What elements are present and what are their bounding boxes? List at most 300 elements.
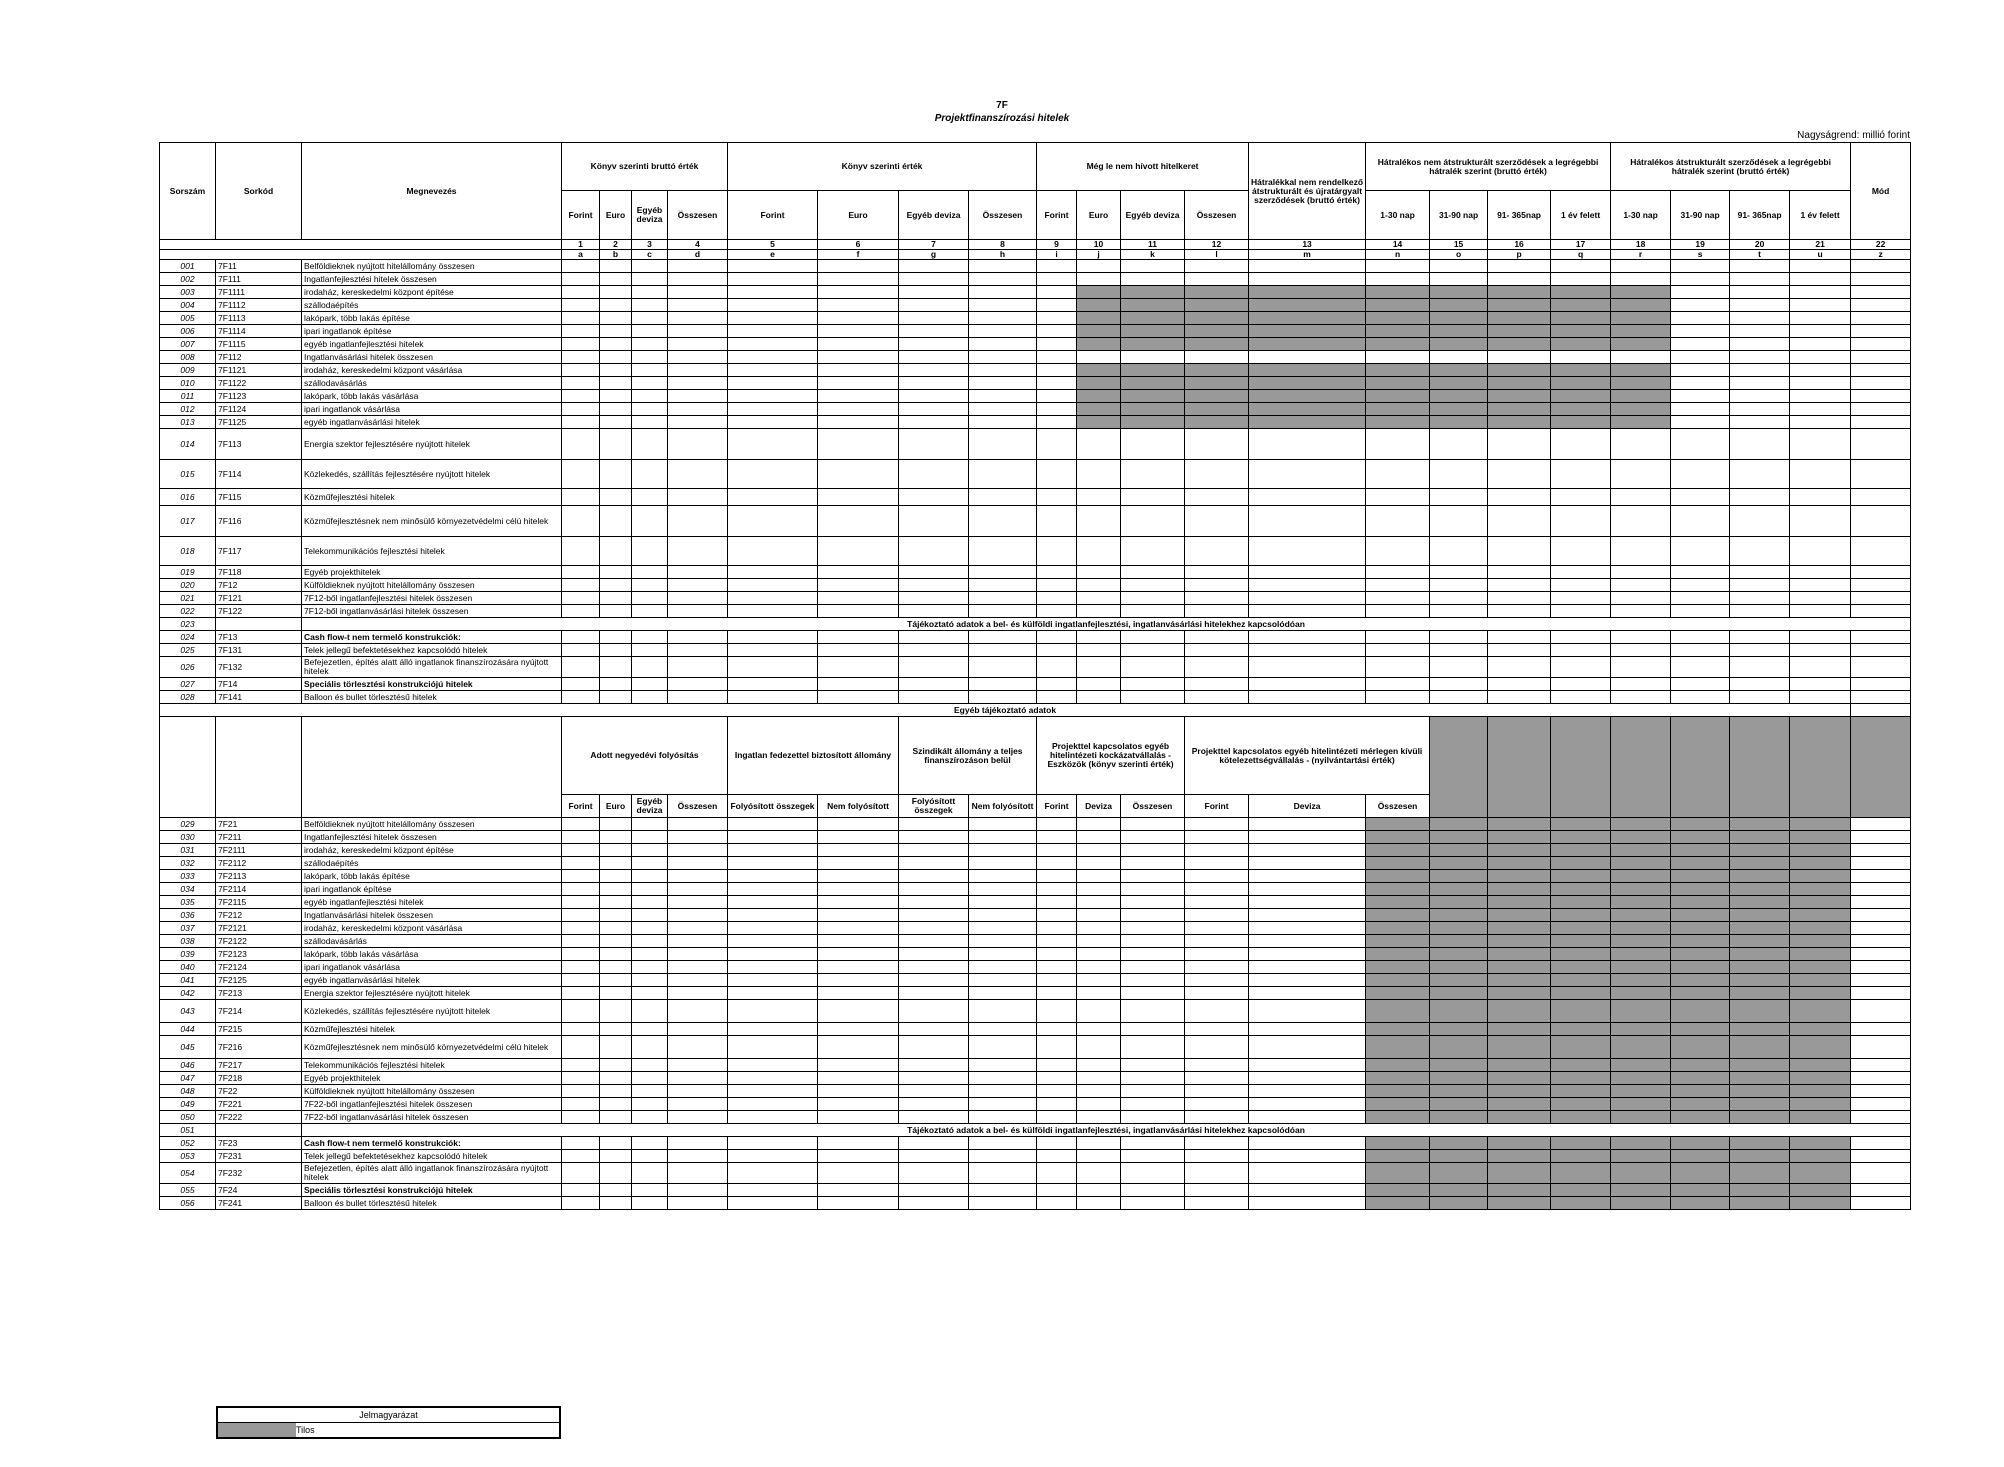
input-cell[interactable] — [1488, 506, 1551, 537]
input-cell[interactable] — [969, 1036, 1037, 1059]
input-cell[interactable] — [668, 325, 728, 338]
input-cell[interactable] — [562, 579, 600, 592]
input-cell[interactable] — [969, 691, 1037, 704]
input-cell[interactable] — [1488, 579, 1551, 592]
input-cell[interactable] — [562, 537, 600, 566]
input-cell[interactable] — [562, 896, 600, 909]
input-cell[interactable] — [668, 592, 728, 605]
input-cell[interactable] — [562, 948, 600, 961]
input-cell[interactable] — [1730, 691, 1790, 704]
input-cell[interactable] — [562, 273, 600, 286]
input-cell[interactable] — [899, 312, 969, 325]
input-cell[interactable] — [1851, 1023, 1911, 1036]
input-cell[interactable] — [1037, 377, 1077, 390]
input-cell[interactable] — [899, 896, 969, 909]
input-cell[interactable] — [899, 403, 969, 416]
input-cell[interactable] — [899, 351, 969, 364]
input-cell[interactable] — [668, 678, 728, 691]
input-cell[interactable] — [1851, 857, 1911, 870]
input-cell[interactable] — [1037, 338, 1077, 351]
input-cell[interactable] — [1671, 299, 1730, 312]
input-cell[interactable] — [562, 678, 600, 691]
input-cell[interactable] — [632, 691, 668, 704]
input-cell[interactable] — [818, 691, 899, 704]
input-cell[interactable] — [899, 299, 969, 312]
input-cell[interactable] — [969, 351, 1037, 364]
input-cell[interactable] — [1551, 429, 1611, 460]
input-cell[interactable] — [1790, 657, 1851, 678]
input-cell[interactable] — [1611, 605, 1671, 618]
input-cell[interactable] — [1037, 489, 1077, 506]
input-cell[interactable] — [728, 909, 818, 922]
input-cell[interactable] — [899, 844, 969, 857]
input-cell[interactable] — [1077, 273, 1121, 286]
input-cell[interactable] — [632, 1111, 668, 1124]
input-cell[interactable] — [1671, 605, 1730, 618]
input-cell[interactable] — [1851, 579, 1911, 592]
input-cell[interactable] — [969, 390, 1037, 403]
input-cell[interactable] — [1671, 260, 1730, 273]
input-cell[interactable] — [1249, 857, 1366, 870]
input-cell[interactable] — [1488, 460, 1551, 489]
input-cell[interactable] — [632, 416, 668, 429]
input-cell[interactable] — [562, 844, 600, 857]
input-cell[interactable] — [1611, 678, 1671, 691]
input-cell[interactable] — [668, 870, 728, 883]
input-cell[interactable] — [1077, 1098, 1121, 1111]
input-cell[interactable] — [1851, 644, 1911, 657]
input-cell[interactable] — [562, 961, 600, 974]
input-cell[interactable] — [1851, 605, 1911, 618]
input-cell[interactable] — [1185, 844, 1249, 857]
input-cell[interactable] — [728, 1150, 818, 1163]
input-cell[interactable] — [728, 870, 818, 883]
input-cell[interactable] — [562, 883, 600, 896]
input-cell[interactable] — [668, 273, 728, 286]
input-cell[interactable] — [1790, 325, 1851, 338]
input-cell[interactable] — [1851, 351, 1911, 364]
input-cell[interactable] — [600, 338, 632, 351]
input-cell[interactable] — [600, 312, 632, 325]
input-cell[interactable] — [1851, 1137, 1911, 1150]
input-cell[interactable] — [899, 657, 969, 678]
input-cell[interactable] — [668, 935, 728, 948]
input-cell[interactable] — [1488, 537, 1551, 566]
input-cell[interactable] — [632, 1137, 668, 1150]
input-cell[interactable] — [1611, 506, 1671, 537]
input-cell[interactable] — [600, 909, 632, 922]
input-cell[interactable] — [899, 1197, 969, 1210]
input-cell[interactable] — [728, 592, 818, 605]
input-cell[interactable] — [818, 1197, 899, 1210]
input-cell[interactable] — [1249, 1059, 1366, 1072]
input-cell[interactable] — [1077, 1059, 1121, 1072]
input-cell[interactable] — [1851, 299, 1911, 312]
input-cell[interactable] — [1551, 489, 1611, 506]
input-cell[interactable] — [562, 1085, 600, 1098]
input-cell[interactable] — [562, 631, 600, 644]
input-cell[interactable] — [1185, 351, 1249, 364]
input-cell[interactable] — [668, 460, 728, 489]
input-cell[interactable] — [899, 605, 969, 618]
input-cell[interactable] — [1077, 1000, 1121, 1023]
input-cell[interactable] — [600, 364, 632, 377]
input-cell[interactable] — [1249, 273, 1366, 286]
input-cell[interactable] — [728, 260, 818, 273]
input-cell[interactable] — [600, 489, 632, 506]
input-cell[interactable] — [1077, 1184, 1121, 1197]
input-cell[interactable] — [1249, 870, 1366, 883]
input-cell[interactable] — [728, 678, 818, 691]
input-cell[interactable] — [1185, 1098, 1249, 1111]
input-cell[interactable] — [1851, 691, 1911, 704]
input-cell[interactable] — [1249, 1072, 1366, 1085]
input-cell[interactable] — [899, 935, 969, 948]
input-cell[interactable] — [1185, 429, 1249, 460]
input-cell[interactable] — [818, 948, 899, 961]
input-cell[interactable] — [969, 644, 1037, 657]
input-cell[interactable] — [1037, 1197, 1077, 1210]
input-cell[interactable] — [899, 338, 969, 351]
input-cell[interactable] — [632, 657, 668, 678]
input-cell[interactable] — [1077, 579, 1121, 592]
input-cell[interactable] — [632, 818, 668, 831]
input-cell[interactable] — [1037, 644, 1077, 657]
input-cell[interactable] — [632, 566, 668, 579]
input-cell[interactable] — [1730, 299, 1790, 312]
input-cell[interactable] — [1790, 631, 1851, 644]
input-cell[interactable] — [600, 605, 632, 618]
input-cell[interactable] — [1037, 1085, 1077, 1098]
input-cell[interactable] — [632, 260, 668, 273]
input-cell[interactable] — [1551, 260, 1611, 273]
input-cell[interactable] — [818, 1184, 899, 1197]
input-cell[interactable] — [668, 1197, 728, 1210]
input-cell[interactable] — [899, 1111, 969, 1124]
input-cell[interactable] — [668, 351, 728, 364]
input-cell[interactable] — [1671, 489, 1730, 506]
input-cell[interactable] — [1790, 377, 1851, 390]
input-cell[interactable] — [562, 364, 600, 377]
input-cell[interactable] — [728, 857, 818, 870]
input-cell[interactable] — [1730, 403, 1790, 416]
input-cell[interactable] — [668, 857, 728, 870]
input-cell[interactable] — [818, 883, 899, 896]
input-cell[interactable] — [899, 325, 969, 338]
input-cell[interactable] — [818, 1059, 899, 1072]
input-cell[interactable] — [1121, 948, 1185, 961]
input-cell[interactable] — [1077, 605, 1121, 618]
input-cell[interactable] — [562, 935, 600, 948]
input-cell[interactable] — [1249, 1023, 1366, 1036]
input-cell[interactable] — [1730, 338, 1790, 351]
input-cell[interactable] — [1730, 286, 1790, 299]
input-cell[interactable] — [1121, 566, 1185, 579]
input-cell[interactable] — [1037, 935, 1077, 948]
input-cell[interactable] — [1037, 922, 1077, 935]
input-cell[interactable] — [728, 644, 818, 657]
input-cell[interactable] — [969, 922, 1037, 935]
input-cell[interactable] — [1249, 489, 1366, 506]
input-cell[interactable] — [562, 1059, 600, 1072]
input-cell[interactable] — [1488, 605, 1551, 618]
input-cell[interactable] — [668, 909, 728, 922]
input-cell[interactable] — [1037, 579, 1077, 592]
input-cell[interactable] — [1249, 818, 1366, 831]
input-cell[interactable] — [969, 312, 1037, 325]
input-cell[interactable] — [1185, 818, 1249, 831]
input-cell[interactable] — [1185, 1163, 1249, 1184]
input-cell[interactable] — [1249, 644, 1366, 657]
input-cell[interactable] — [562, 1000, 600, 1023]
input-cell[interactable] — [1851, 1036, 1911, 1059]
input-cell[interactable] — [728, 364, 818, 377]
input-cell[interactable] — [1671, 338, 1730, 351]
input-cell[interactable] — [668, 429, 728, 460]
input-cell[interactable] — [728, 1023, 818, 1036]
input-cell[interactable] — [818, 325, 899, 338]
input-cell[interactable] — [1790, 351, 1851, 364]
input-cell[interactable] — [1611, 691, 1671, 704]
input-cell[interactable] — [899, 566, 969, 579]
input-cell[interactable] — [600, 1072, 632, 1085]
input-cell[interactable] — [562, 390, 600, 403]
input-cell[interactable] — [1551, 506, 1611, 537]
input-cell[interactable] — [728, 1072, 818, 1085]
input-cell[interactable] — [600, 377, 632, 390]
input-cell[interactable] — [818, 537, 899, 566]
input-cell[interactable] — [632, 987, 668, 1000]
input-cell[interactable] — [1366, 605, 1430, 618]
input-cell[interactable] — [1037, 460, 1077, 489]
input-cell[interactable] — [1790, 299, 1851, 312]
input-cell[interactable] — [600, 429, 632, 460]
input-cell[interactable] — [728, 1098, 818, 1111]
input-cell[interactable] — [1037, 506, 1077, 537]
input-cell[interactable] — [1488, 631, 1551, 644]
input-cell[interactable] — [728, 1085, 818, 1098]
input-cell[interactable] — [1366, 678, 1430, 691]
input-cell[interactable] — [632, 974, 668, 987]
input-cell[interactable] — [1488, 273, 1551, 286]
input-cell[interactable] — [600, 537, 632, 566]
input-cell[interactable] — [1730, 460, 1790, 489]
input-cell[interactable] — [632, 286, 668, 299]
input-cell[interactable] — [899, 286, 969, 299]
input-cell[interactable] — [818, 844, 899, 857]
input-cell[interactable] — [899, 1072, 969, 1085]
input-cell[interactable] — [818, 896, 899, 909]
input-cell[interactable] — [1551, 644, 1611, 657]
input-cell[interactable] — [969, 974, 1037, 987]
input-cell[interactable] — [969, 831, 1037, 844]
input-cell[interactable] — [1185, 657, 1249, 678]
input-cell[interactable] — [818, 506, 899, 537]
input-cell[interactable] — [1671, 657, 1730, 678]
input-cell[interactable] — [728, 1059, 818, 1072]
input-cell[interactable] — [668, 377, 728, 390]
input-cell[interactable] — [1790, 489, 1851, 506]
input-cell[interactable] — [899, 377, 969, 390]
input-cell[interactable] — [600, 870, 632, 883]
input-cell[interactable] — [668, 537, 728, 566]
input-cell[interactable] — [668, 831, 728, 844]
input-cell[interactable] — [1430, 605, 1488, 618]
input-cell[interactable] — [1730, 605, 1790, 618]
input-cell[interactable] — [1249, 1098, 1366, 1111]
input-cell[interactable] — [632, 338, 668, 351]
input-cell[interactable] — [600, 1036, 632, 1059]
input-cell[interactable] — [899, 1036, 969, 1059]
input-cell[interactable] — [1430, 260, 1488, 273]
input-cell[interactable] — [562, 566, 600, 579]
input-cell[interactable] — [632, 831, 668, 844]
input-cell[interactable] — [600, 273, 632, 286]
input-cell[interactable] — [1077, 1137, 1121, 1150]
input-cell[interactable] — [562, 286, 600, 299]
input-cell[interactable] — [1671, 460, 1730, 489]
input-cell[interactable] — [969, 1111, 1037, 1124]
input-cell[interactable] — [1185, 691, 1249, 704]
input-cell[interactable] — [1790, 312, 1851, 325]
input-cell[interactable] — [728, 579, 818, 592]
input-cell[interactable] — [632, 312, 668, 325]
input-cell[interactable] — [1185, 537, 1249, 566]
input-cell[interactable] — [899, 1059, 969, 1072]
input-cell[interactable] — [600, 506, 632, 537]
input-cell[interactable] — [1037, 1023, 1077, 1036]
input-cell[interactable] — [1077, 857, 1121, 870]
input-cell[interactable] — [899, 909, 969, 922]
input-cell[interactable] — [728, 844, 818, 857]
input-cell[interactable] — [1121, 883, 1185, 896]
input-cell[interactable] — [600, 1197, 632, 1210]
input-cell[interactable] — [600, 678, 632, 691]
input-cell[interactable] — [600, 325, 632, 338]
input-cell[interactable] — [969, 338, 1037, 351]
input-cell[interactable] — [1611, 631, 1671, 644]
input-cell[interactable] — [899, 987, 969, 1000]
input-cell[interactable] — [969, 325, 1037, 338]
input-cell[interactable] — [728, 299, 818, 312]
input-cell[interactable] — [562, 1163, 600, 1184]
input-cell[interactable] — [818, 460, 899, 489]
input-cell[interactable] — [969, 299, 1037, 312]
input-cell[interactable] — [1366, 489, 1430, 506]
input-cell[interactable] — [818, 644, 899, 657]
input-cell[interactable] — [1077, 1023, 1121, 1036]
input-cell[interactable] — [600, 460, 632, 489]
input-cell[interactable] — [1790, 286, 1851, 299]
input-cell[interactable] — [818, 377, 899, 390]
input-cell[interactable] — [600, 987, 632, 1000]
input-cell[interactable] — [899, 1163, 969, 1184]
input-cell[interactable] — [1851, 678, 1911, 691]
input-cell[interactable] — [1366, 273, 1430, 286]
input-cell[interactable] — [1185, 1023, 1249, 1036]
input-cell[interactable] — [818, 678, 899, 691]
input-cell[interactable] — [1037, 831, 1077, 844]
input-cell[interactable] — [969, 678, 1037, 691]
input-cell[interactable] — [1730, 631, 1790, 644]
input-cell[interactable] — [728, 351, 818, 364]
input-cell[interactable] — [1037, 325, 1077, 338]
input-cell[interactable] — [1077, 909, 1121, 922]
input-cell[interactable] — [1249, 935, 1366, 948]
input-cell[interactable] — [632, 1163, 668, 1184]
input-cell[interactable] — [1249, 1163, 1366, 1184]
input-cell[interactable] — [1851, 338, 1911, 351]
input-cell[interactable] — [1037, 1000, 1077, 1023]
input-cell[interactable] — [562, 1150, 600, 1163]
input-cell[interactable] — [728, 390, 818, 403]
input-cell[interactable] — [1851, 377, 1911, 390]
input-cell[interactable] — [899, 883, 969, 896]
input-cell[interactable] — [728, 883, 818, 896]
input-cell[interactable] — [899, 506, 969, 537]
input-cell[interactable] — [1121, 489, 1185, 506]
input-cell[interactable] — [1430, 273, 1488, 286]
input-cell[interactable] — [1121, 260, 1185, 273]
input-cell[interactable] — [728, 489, 818, 506]
input-cell[interactable] — [1671, 364, 1730, 377]
input-cell[interactable] — [969, 1137, 1037, 1150]
input-cell[interactable] — [1488, 566, 1551, 579]
input-cell[interactable] — [1551, 631, 1611, 644]
input-cell[interactable] — [1121, 678, 1185, 691]
input-cell[interactable] — [1851, 631, 1911, 644]
input-cell[interactable] — [1185, 1059, 1249, 1072]
input-cell[interactable] — [1671, 351, 1730, 364]
input-cell[interactable] — [668, 657, 728, 678]
input-cell[interactable] — [1730, 416, 1790, 429]
input-cell[interactable] — [668, 631, 728, 644]
input-cell[interactable] — [1121, 691, 1185, 704]
input-cell[interactable] — [632, 351, 668, 364]
input-cell[interactable] — [899, 631, 969, 644]
input-cell[interactable] — [668, 286, 728, 299]
input-cell[interactable] — [1037, 678, 1077, 691]
input-cell[interactable] — [562, 1137, 600, 1150]
input-cell[interactable] — [1037, 351, 1077, 364]
input-cell[interactable] — [1037, 1072, 1077, 1085]
input-cell[interactable] — [818, 351, 899, 364]
input-cell[interactable] — [1121, 429, 1185, 460]
input-cell[interactable] — [1077, 883, 1121, 896]
input-cell[interactable] — [728, 1197, 818, 1210]
input-cell[interactable] — [562, 1023, 600, 1036]
input-cell[interactable] — [562, 403, 600, 416]
input-cell[interactable] — [1037, 1111, 1077, 1124]
input-cell[interactable] — [600, 896, 632, 909]
input-cell[interactable] — [969, 818, 1037, 831]
input-cell[interactable] — [632, 1036, 668, 1059]
input-cell[interactable] — [1790, 403, 1851, 416]
input-cell[interactable] — [728, 403, 818, 416]
input-cell[interactable] — [818, 416, 899, 429]
input-cell[interactable] — [969, 909, 1037, 922]
input-cell[interactable] — [818, 909, 899, 922]
input-cell[interactable] — [1249, 429, 1366, 460]
input-cell[interactable] — [1185, 273, 1249, 286]
input-cell[interactable] — [969, 987, 1037, 1000]
input-cell[interactable] — [969, 1163, 1037, 1184]
input-cell[interactable] — [1037, 1150, 1077, 1163]
input-cell[interactable] — [600, 260, 632, 273]
input-cell[interactable] — [668, 883, 728, 896]
input-cell[interactable] — [562, 1184, 600, 1197]
input-cell[interactable] — [1121, 657, 1185, 678]
